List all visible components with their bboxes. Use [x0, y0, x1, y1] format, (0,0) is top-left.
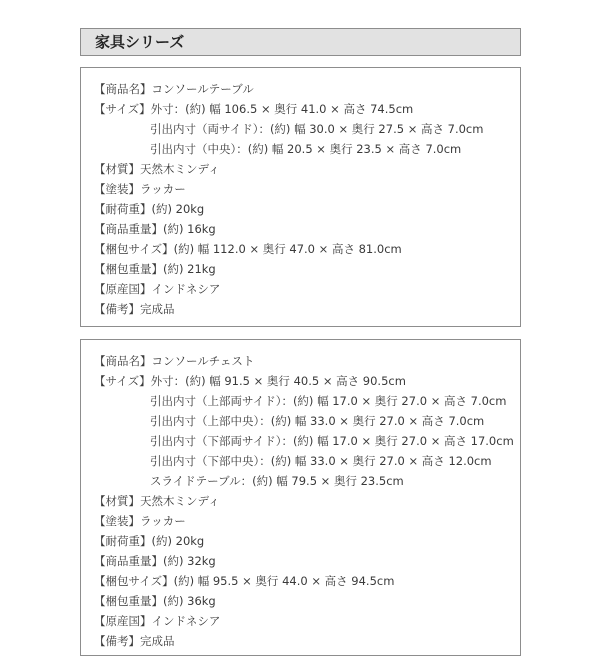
spec-row-finish: 【塗装】ラッカー	[94, 182, 186, 196]
spec-row-drawer-inner-upper-center: 引出内寸（上部中央）：(約) 幅 33.0 × 奥行 27.0 × 高さ 7.0cm	[150, 414, 485, 428]
product-spec-box-chest	[80, 339, 521, 656]
spec-row-material: 【材質】天然木ミンディ	[94, 494, 220, 508]
spec-row-package-weight: 【梱包重量】(約) 21kg	[94, 262, 216, 276]
spec-row-product-name: 【商品名】コンソールチェスト	[94, 354, 255, 368]
spec-row-notes: 【備考】完成品	[94, 634, 175, 648]
section-header	[80, 28, 521, 56]
spec-row-load-capacity: 【耐荷重】(約) 20kg	[94, 534, 205, 548]
spec-row-load-capacity: 【耐荷重】(約) 20kg	[94, 202, 205, 216]
spec-row-slide-table: スライドテーブル：(約) 幅 79.5 × 奥行 23.5cm	[150, 474, 404, 488]
spec-row-material: 【材質】天然木ミンディ	[94, 162, 220, 176]
spec-row-drawer-inner-center: 引出内寸（中央）：(約) 幅 20.5 × 奥行 23.5 × 高さ 7.0cm	[150, 142, 462, 156]
spec-row-finish: 【塗装】ラッカー	[94, 514, 186, 528]
spec-rows	[94, 79, 514, 319]
spec-row-origin: 【原産国】インドネシア	[94, 614, 221, 628]
product-spec-box-table	[80, 67, 521, 327]
spec-row-drawer-inner-upper-sides: 引出内寸（上部両サイド）：(約) 幅 17.0 × 奥行 27.0 × 高さ 7.0cm	[150, 394, 507, 408]
spec-row-package-weight: 【梱包重量】(約) 36kg	[94, 594, 216, 608]
spec-row-package-size: 【梱包サイズ】(約) 幅 95.5 × 奥行 44.0 × 高さ 94.5cm	[94, 574, 395, 588]
spec-row-size: 【サイズ】外寸：(約) 幅 106.5 × 奥行 41.0 × 高さ 74.5cm	[94, 102, 414, 116]
section-title: 家具シリーズ	[95, 33, 185, 51]
spec-row-notes: 【備考】完成品	[94, 302, 175, 316]
spec-row-drawer-inner-lower-center: 引出内寸（下部中央）：(約) 幅 33.0 × 奥行 27.0 × 高さ 12.0cm	[150, 454, 492, 468]
spec-row-size: 【サイズ】外寸：(約) 幅 91.5 × 奥行 40.5 × 高さ 90.5cm	[94, 374, 406, 388]
spec-row-product-name: 【商品名】コンソールテーブル	[94, 82, 254, 96]
spec-row-origin: 【原産国】インドネシア	[94, 282, 221, 296]
spec-rows	[94, 351, 514, 651]
spec-row-drawer-inner-sides: 引出内寸（両サイド）：(約) 幅 30.0 × 奥行 27.5 × 高さ 7.0cm	[150, 122, 484, 136]
spec-row-product-weight: 【商品重量】(約) 16kg	[94, 222, 216, 236]
spec-row-drawer-inner-lower-sides: 引出内寸（下部両サイド）：(約) 幅 17.0 × 奥行 27.0 × 高さ 17.0cm	[150, 434, 514, 448]
spec-row-product-weight: 【商品重量】(約) 32kg	[94, 554, 216, 568]
spec-row-package-size: 【梱包サイズ】(約) 幅 112.0 × 奥行 47.0 × 高さ 81.0cm	[94, 242, 402, 256]
